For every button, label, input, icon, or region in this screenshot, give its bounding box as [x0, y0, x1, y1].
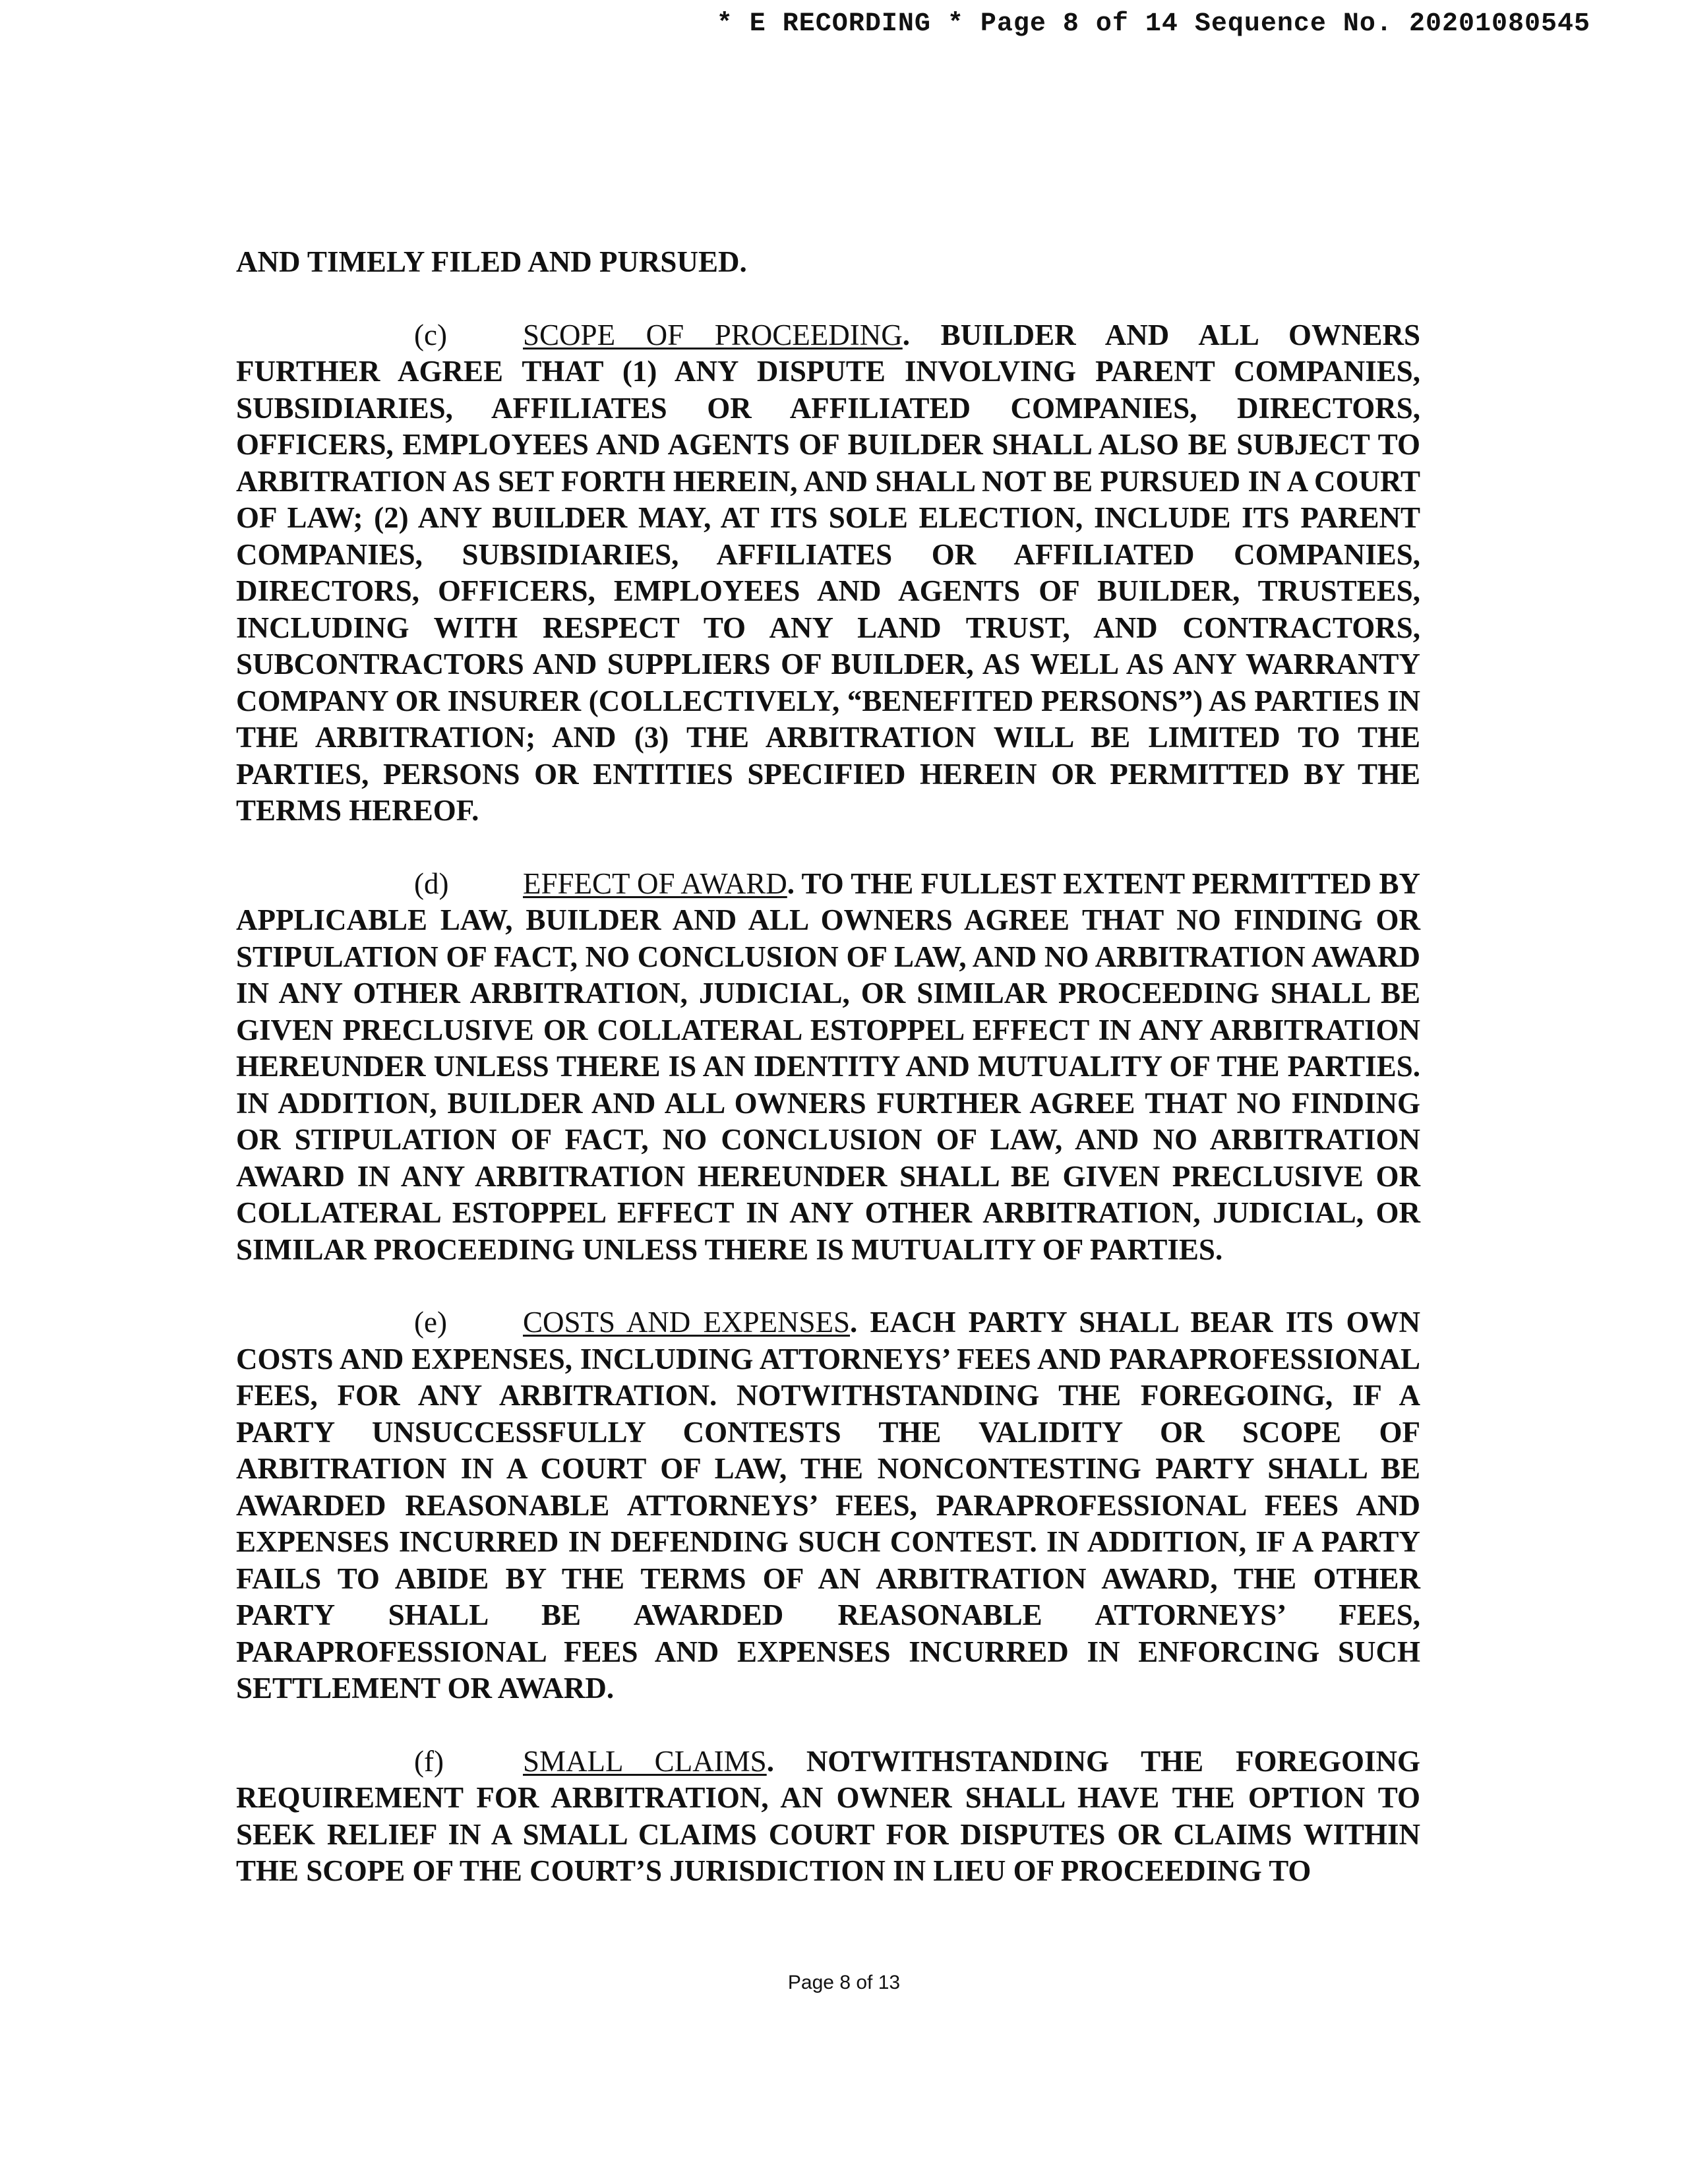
section-f-text: . NOTWITHSTANDING THE FOREGOING REQUIREMENT FOR ARBITRATION, AN OWNER SHALL HAVE THE OPTION TO SEEK RELIEF IN A SMALL CLAIMS COURT FOR DISPUTES OR CLAIMS WITHIN THE SCOPE OF THE COURT’S JURISDICTION IN LIEU OF PROCEEDING TO — [236, 1744, 1420, 1887]
section-c-text: . BUILDER AND ALL OWNERS FURTHER AGREE THAT (1) ANY DISPUTE INVOLVING PARENT COMPANIES, SUBSIDIARIES, AFFILIATES OR AFFILIATED COMPANIES, DIRECTORS, OFFICERS, EMPLOYEES AND AGENTS OF BUILDER SHALL ALSO BE SUBJECT TO ARBITRATION AS SET FORTH HEREIN, AND SHALL NOT BE PURSUED IN A COURT OF LAW; (2) ANY BUILDER MAY, AT ITS SOLE ELECTION, INCLUDE ITS PARENT COMPANIES, SUBSIDIARIES, AFFILIATES OR AFFILIATED COMPANIES, DIRECTORS, OFFICERS, EMPLOYEES AND AGENTS OF BUILDER, TRUSTEES, INCLUDING WITH RESPECT TO ANY LAND TRUST, AND CONTRACTORS, SUBCONTRACTORS AND SUPPLIERS OF BUILDER, AS WELL AS ANY WARRANTY COMPANY OR INSURER (COLLECTIVELY, “BENEFITED PERSONS”) AS PARTIES IN THE ARBITRATION; AND (3) THE ARBITRATION WILL BE LIMITED TO THE PARTIES, PERSONS OR ENTITIES SPECIFIED HEREIN OR PERMITTED BY THE TERMS HEREOF. — [236, 318, 1420, 827]
section-f-paragraph — [236, 1744, 1420, 1890]
section-e-text: . EACH PARTY SHALL BEAR ITS OWN COSTS AND EXPENSES, INCLUDING ATTORNEYS’ FEES AND PARAPROFESSIONAL FEES, FOR ANY ARBITRATION. NOTWITHSTANDING THE FOREGOING, IF A PARTY UNSUCCESSFULLY CONTESTS THE VALIDITY OR SCOPE OF ARBITRATION IN A COURT OF LAW, THE NONCONTESTING PARTY SHALL BE AWARDED REASONABLE ATTORNEYS’ FEES, PARAPROFESSIONAL FEES AND EXPENSES INCURRED IN DEFENDING SUCH CONTEST. IN ADDITION, IF A PARTY FAILS TO ABIDE BY THE TERMS OF AN ARBITRATION AWARD, THE OTHER PARTY SHALL BE AWARDED REASONABLE ATTORNEYS’ FEES, PARAPROFESSIONAL FEES AND EXPENSES INCURRED IN ENFORCING SUCH SETTLEMENT OR AWARD. — [236, 1306, 1420, 1705]
section-e-heading: COSTS AND EXPENSES — [523, 1306, 850, 1339]
recording-stamp: * E RECORDING * Page 8 of 14 Sequence No. 20201080545 — [716, 9, 1590, 39]
section-d-paragraph — [236, 866, 1420, 1269]
section-c-label: (c) — [414, 318, 447, 351]
section-f-label: (f) — [414, 1744, 444, 1778]
continuation-paragraph: AND TIMELY FILED AND PURSUED. — [236, 245, 747, 278]
section-e-paragraph — [236, 1304, 1420, 1707]
section-d-heading: EFFECT OF AWARD — [523, 866, 787, 900]
section-e-label: (e) — [414, 1306, 447, 1339]
section-c-paragraph — [236, 317, 1420, 830]
section-f-heading: SMALL CLAIMS — [523, 1744, 767, 1778]
section-d-label: (d) — [414, 866, 449, 900]
section-d-text: . TO THE FULLEST EXTENT PERMITTED BY APPLICABLE LAW, BUILDER AND ALL OWNERS AGREE THAT NO FINDING OR STIPULATION OF FACT, NO CONCLUSION OF LAW, AND NO ARBITRATION AWARD IN ANY OTHER ARBITRATION, JUDICIAL, OR SIMILAR PROCEEDING SHALL BE GIVEN PRECLUSIVE OR COLLATERAL ESTOPPEL EFFECT IN ANY ARBITRATION HEREUNDER UNLESS THERE IS AN IDENTITY AND MUTUALITY OF THE PARTIES. IN ADDITION, BUILDER AND ALL OWNERS FURTHER AGREE THAT NO FINDING OR STIPULATION OF FACT, NO CONCLUSION OF LAW, AND NO ARBITRATION AWARD IN ANY ARBITRATION HEREUNDER SHALL BE GIVEN PRECLUSIVE OR COLLATERAL ESTOPPEL EFFECT IN ANY OTHER ARBITRATION, JUDICIAL, OR SIMILAR PROCEEDING UNLESS THERE IS MUTUALITY OF PARTIES. — [236, 866, 1420, 1266]
page-number: Page 8 of 13 — [787, 1972, 901, 1993]
section-c-heading: SCOPE OF PROCEEDING — [523, 318, 903, 351]
document-body — [236, 244, 1420, 1926]
